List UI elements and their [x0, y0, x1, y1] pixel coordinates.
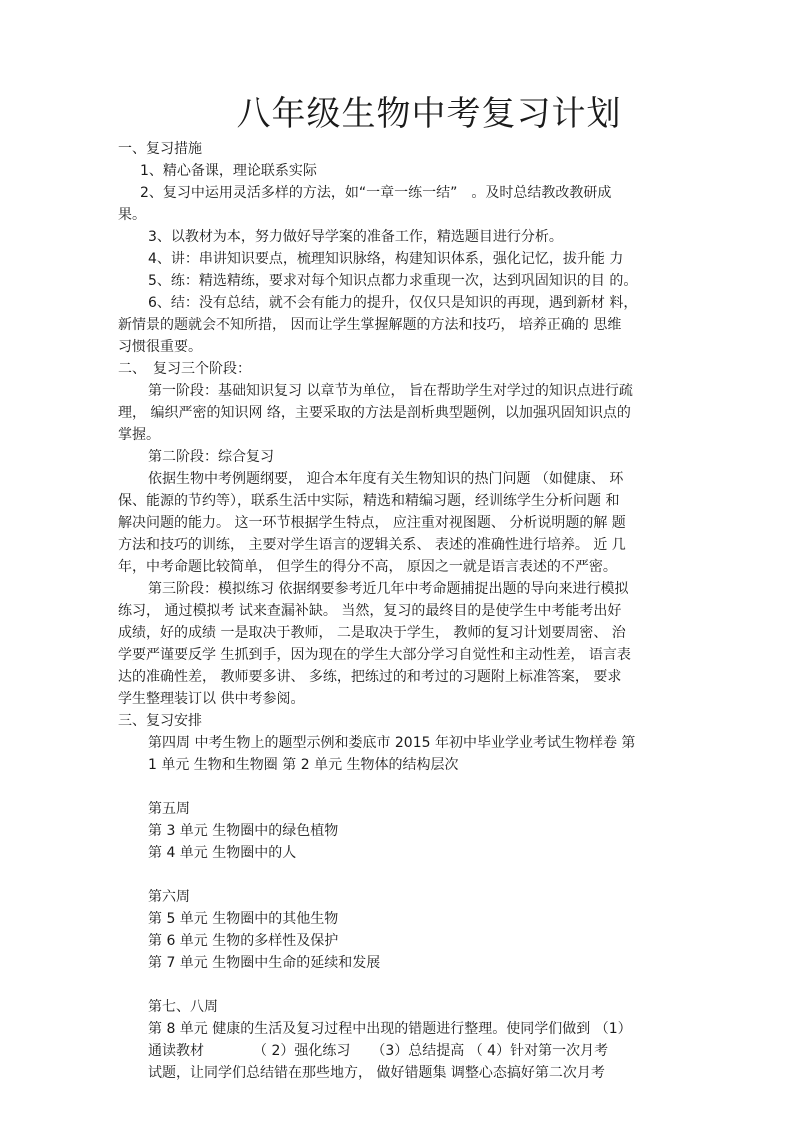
measure-item-2-cont: 果。 — [118, 207, 146, 223]
week6-unit-7: 第 7 单元 生物圈中生命的延续和发展 — [148, 955, 381, 971]
section-heading-stages: 二、 复习三个阶段： — [118, 361, 251, 377]
measure-item-6-cont-1: 新情景的题就会不知所措， 因而让学生掌握解题的方法和技巧， 培养正确的 思维 — [118, 317, 622, 333]
section-heading-measures: 一、复习措施 — [118, 141, 202, 157]
measure-item-5: 5、练：精选精练，要求对每个知识点都力求重现一次，达到巩固知识的目 的。 — [148, 273, 638, 289]
spacer — [118, 974, 700, 996]
week6-heading: 第六周 — [148, 889, 190, 905]
stage3-line-4: 学要严谨要反学 生抓到手，因为现在的学生大部分学习自觉性和主动性差， 语言表 — [118, 647, 631, 663]
section-heading-schedule: 三、复习安排 — [118, 713, 202, 729]
measure-item-1: 1、精心备课，理论联系实际 — [140, 163, 317, 179]
stage3-line-6: 学生整理装订以 供中考参阅。 — [118, 691, 305, 707]
stage1-line-1: 第一阶段：基础知识复习 以章节为单位， 旨在帮助学生对学过的知识点进行疏 — [148, 383, 633, 399]
spacer — [118, 776, 700, 798]
stage2-line-1: 依据生物中考例题纲要， 迎合本年度有关生物知识的热门问题 （如健康、 环 — [148, 471, 624, 487]
stage2-line-5: 年，中考命题比较简单， 但学生的得分不高， 原因之一就是语言表述的不严密。 — [118, 559, 617, 575]
week6-unit-6: 第 6 单元 生物的多样性及保护 — [148, 933, 339, 949]
week5-heading: 第五周 — [148, 801, 190, 817]
week6-unit-5: 第 5 单元 生物圈中的其他生物 — [148, 911, 339, 927]
stage2-line-2: 保、能源的节约等），联系生活中实际，精选和精编习题，经训练学生分析问题 和 — [118, 493, 620, 509]
stage1-line-3: 掌握。 — [118, 427, 160, 443]
stage2-heading: 第二阶段：综合复习 — [148, 449, 274, 465]
week78-line-1: 第 8 单元 健康的生活及复习过程中出现的错题进行整理。使同学们做到 （1） — [148, 1021, 632, 1037]
stage2-line-4: 方法和技巧的训练， 主要对学生语言的逻辑关系、 表述的准确性进行培养。 近 几 — [118, 537, 626, 553]
page-title: 八年级生物中考复习计划 — [236, 94, 622, 134]
week4-line-1: 第四周 中考生物上的题型示例和娄底市 2015 年初中毕业学业考试生物样卷 第 — [148, 735, 636, 751]
spacer — [118, 864, 700, 886]
stage3-line-2: 练习， 通过模拟考 试来查漏补缺。 当然，复习的最终目的是使学生中考能考出好 — [118, 603, 622, 619]
measure-item-6: 6、结：没有总结，就不会有能力的提升，仅仅只是知识的再现，遇到新材 料， — [148, 295, 638, 311]
stage3-line-3: 成绩，好的成绩 一是取决于教师， 二是取决于学生， 教师的复习计划要周密、 治 — [118, 625, 626, 641]
measure-item-2: 2、复习中运用灵活多样的方法，如“一章一练一结” 。及时总结教改教研成 — [140, 185, 612, 201]
measure-item-6-cont-2: 习惯很重要。 — [118, 339, 202, 355]
week5-unit-4: 第 4 单元 生物圈中的人 — [148, 845, 297, 861]
measure-item-3: 3、以教材为本，努力做好导学案的准备工作，精选题目进行分析。 — [148, 229, 563, 245]
week78-line-3: 试题，让同学们总结错在那些地方， 做好错题集 调整心态搞好第二次月考 — [148, 1065, 605, 1081]
stage3-line-1: 第三阶段：模拟练习 依据纲要参考近几年中考命题捕捉出题的导向来进行模拟 — [148, 581, 629, 597]
week5-unit-3: 第 3 单元 生物圈中的绿色植物 — [148, 823, 339, 839]
stage3-line-5: 达的准确性差， 教师要多讲、 多练，把练过的和考过的习题附上标准答案， 要求 — [118, 669, 622, 685]
stage1-line-2: 理， 编织严密的知识网 络，主要采取的方法是剖析典型题例，以加强巩固知识点的 — [118, 405, 631, 421]
week78-line-2: 通读教材 （ 2）强化练习 （3）总结提高 （ 4）针对第一次月考 — [148, 1043, 609, 1059]
week78-heading: 第七、八周 — [148, 999, 218, 1015]
week4-line-2: 1 单元 生物和生物圈 第 2 单元 生物体的结构层次 — [148, 757, 459, 773]
measure-item-4: 4、讲：串讲知识要点，梳理知识脉络，构建知识体系，强化记忆，拔升能 力 — [148, 251, 624, 267]
stage2-line-3: 解决问题的能力。 这一环节根据学生特点， 应注重对视图题、 分析说明题的解 题 — [118, 515, 626, 531]
